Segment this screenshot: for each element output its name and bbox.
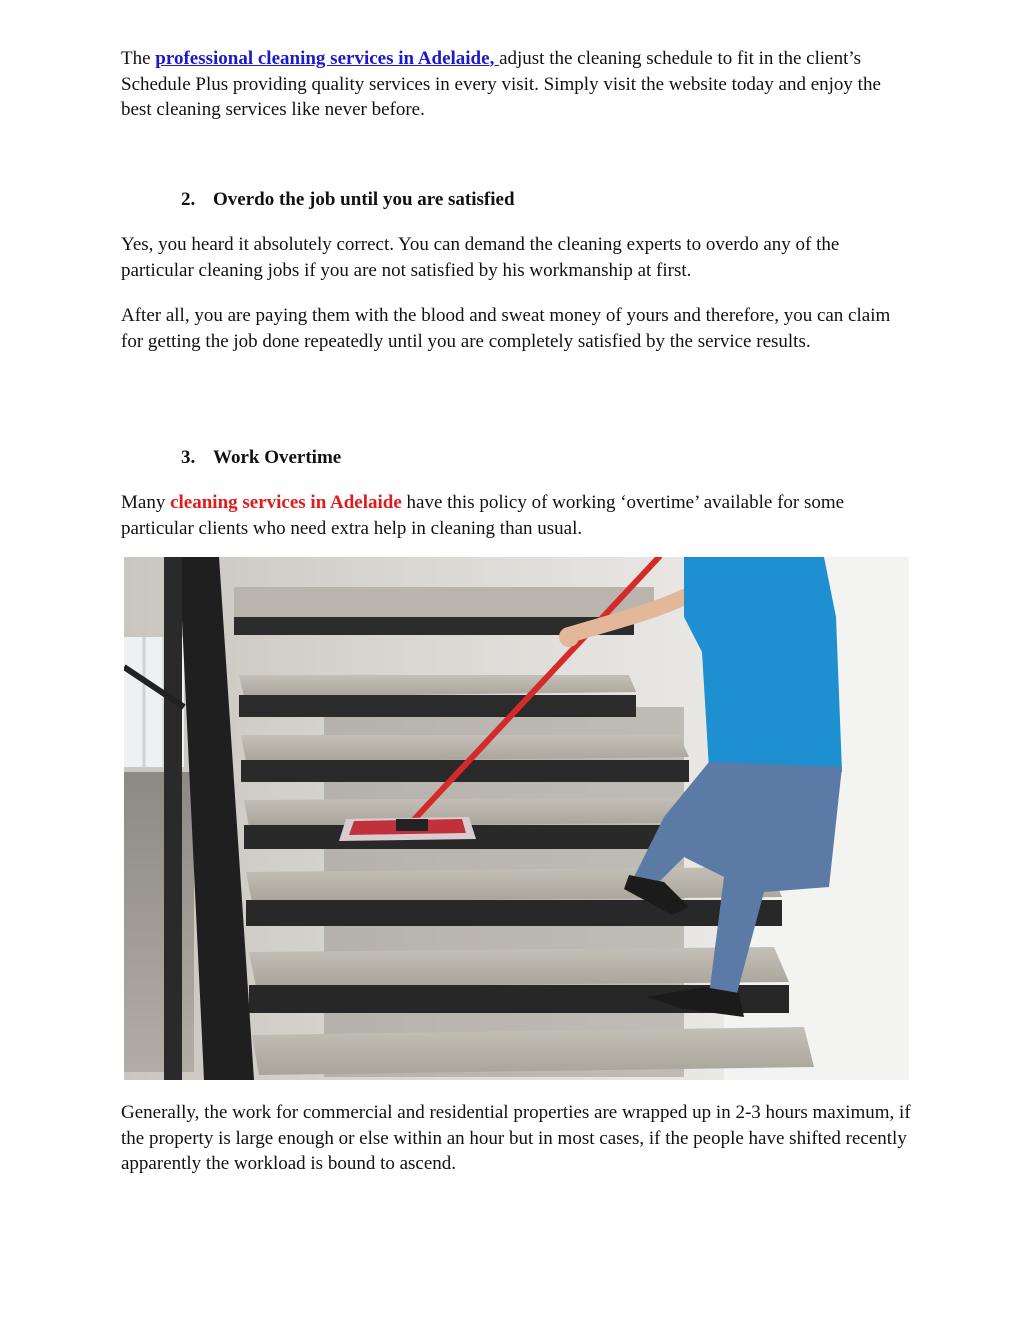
section-3-prefix: Many: [121, 492, 171, 513]
section-2-title: Overdo the job until you are satisfied: [213, 189, 515, 210]
section-3-paragraph: [121, 490, 911, 541]
shirt: [684, 557, 842, 779]
section-3-number: 3.: [181, 447, 196, 468]
stair-cleaning-illustration: [124, 557, 909, 1080]
professional-cleaning-link[interactable]: [155, 48, 499, 69]
brick-wall-left: [124, 772, 194, 1072]
intro-paragraph: [121, 46, 911, 123]
section-3-heading: [181, 445, 341, 470]
section-2-paragraph-a: Yes, you heard it absolutely correct. You can demand the cleaning experts to overdo any of the particular cleaning jobs if you are not satisfied by his workmanship at first.: [121, 234, 840, 281]
section-3-rest: have this policy of working ‘overtime’ available for some particular clients who need extra help in cleaning than usual.: [121, 492, 845, 539]
section-2-heading: [181, 187, 515, 212]
cleaning-services-highlight: cleaning services in Adelaide: [170, 492, 402, 513]
intro-rest: adjust the cleaning schedule to fit in the client’s Schedule Plus providing quality services in every visit. Simply visit the website today and enjoy the best cleaning services like never before.: [121, 48, 881, 120]
section-2-number: 2.: [181, 189, 196, 210]
section-2-paragraph-b: After all, you are paying them with the blood and sweat money of yours and therefore, you can claim for getting the job done repeatedly until you are completely satisfied by the service results.: [121, 305, 891, 352]
stair-cleaning-photo: [124, 557, 909, 1080]
link-text[interactable]: professional cleaning services in Adelaide: [155, 48, 490, 69]
link-trailing[interactable]: ,: [489, 48, 500, 69]
railing-post: [164, 557, 182, 1080]
intro-prefix: The: [121, 48, 156, 69]
top-landing: [234, 587, 654, 617]
closing-paragraph: Generally, the work for commercial and residential properties are wrapped up in 2-3 hours maximum, if the property is large enough or else within an hour but in most cases, if the people have shifted recently apparently the workload is bound to ascend.: [121, 1102, 911, 1174]
section-3-title: Work Overtime: [213, 447, 342, 468]
